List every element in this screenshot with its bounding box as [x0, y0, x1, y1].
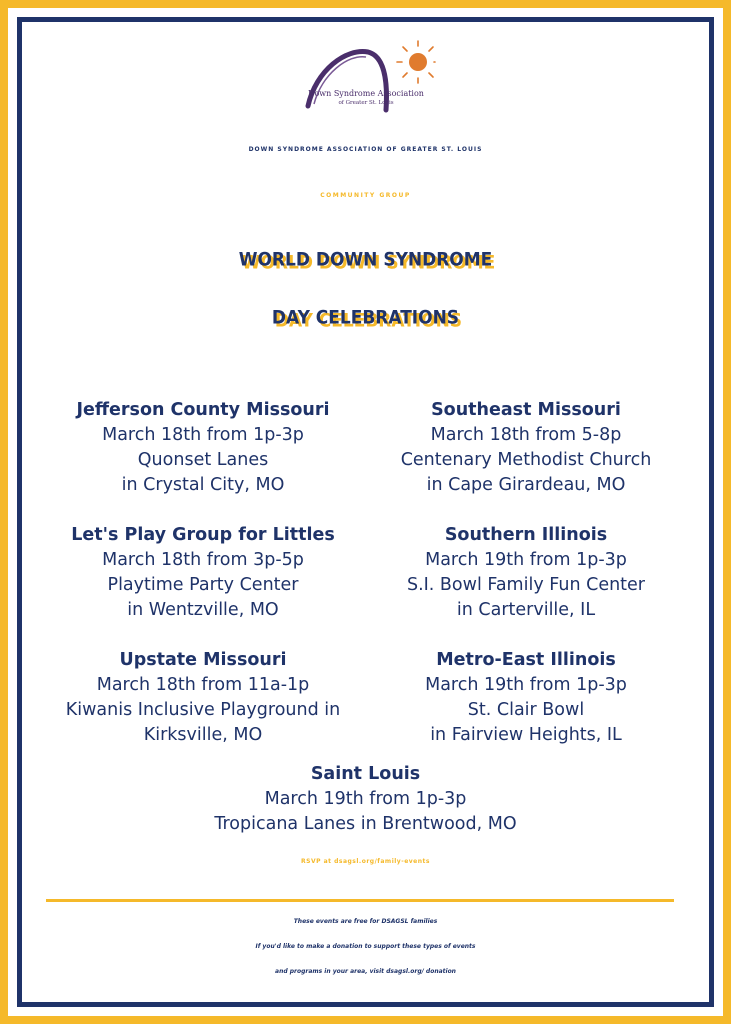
event-location: in Cape Girardeau, MO — [426, 475, 626, 495]
event-venue-location: Tropicana Lanes in Brentwood, MO — [214, 814, 517, 834]
subtitle: COMMUNITY GROUP — [320, 192, 411, 199]
dsagsl-logo — [296, 40, 436, 130]
event-name: Jefferson County Missouri — [76, 400, 330, 420]
event-venue: Kiwanis Inclusive Playground in — [65, 700, 341, 720]
event-southeast-missouri — [366, 398, 686, 498]
event-date: March 19th from 1p-3p — [425, 675, 627, 695]
event-venue: St. Clair Bowl — [467, 700, 585, 720]
event-location: in Carterville, IL — [456, 600, 596, 620]
event-upstate-missouri — [28, 648, 378, 748]
event-name: Saint Louis — [310, 764, 421, 784]
event-date: March 19th from 1p-3p — [264, 789, 467, 809]
event-venue: Quonset Lanes — [137, 450, 269, 470]
logo-arch-sun-icon — [296, 40, 436, 130]
event-venue: S.I. Bowl Family Fun Center — [406, 575, 646, 595]
title-line-2: DAY CELEBRATIONS — [271, 307, 460, 329]
event-date: March 18th from 11a-1p — [96, 675, 310, 695]
event-name: Upstate Missouri — [119, 650, 287, 670]
event-location: in Fairview Heights, IL — [430, 725, 622, 745]
event-date: March 18th from 3p-5p — [102, 550, 304, 570]
event-jefferson-county — [28, 398, 378, 498]
organization-name: DOWN SYNDROME ASSOCIATION OF GREATER ST. LOUIS — [248, 146, 483, 153]
event-venue: Centenary Methodist Church — [400, 450, 652, 470]
logo-text-name: Down Syndrome Association — [308, 89, 424, 98]
title-line-1: WORLD DOWN SYNDROME — [238, 249, 493, 271]
event-date: March 18th from 5-8p — [430, 425, 622, 445]
footer-line-3: and programs in your area, visit dsagsl.org/ donation — [275, 968, 456, 975]
event-date: March 19th from 1p-3p — [425, 550, 627, 570]
event-name: Southeast Missouri — [431, 400, 621, 420]
event-southern-illinois — [366, 523, 686, 623]
event-location: in Crystal City, MO — [121, 475, 285, 495]
rsvp-underline — [46, 899, 674, 902]
event-location: Kirksville, MO — [143, 725, 263, 745]
event-name: Metro-East Illinois — [436, 650, 616, 670]
event-location: in Wentzville, MO — [127, 600, 279, 620]
footer-line-2: If you'd like to make a donation to support these types of events — [255, 943, 476, 950]
rsvp-link[interactable]: RSVP at dsagsl.org/family-events — [301, 858, 430, 865]
event-name: Southern Illinois — [444, 525, 608, 545]
footer-line-1: These events are free for DSAGSL families — [293, 918, 438, 925]
event-lets-play-group — [28, 523, 378, 623]
event-saint-louis — [0, 762, 731, 837]
event-metro-east-illinois — [366, 648, 686, 748]
event-date: March 18th from 1p-3p — [102, 425, 304, 445]
event-venue: Playtime Party Center — [107, 575, 299, 595]
event-name: Let's Play Group for Littles — [71, 525, 335, 545]
logo-text-region: of Greater St. Louis — [338, 100, 394, 106]
